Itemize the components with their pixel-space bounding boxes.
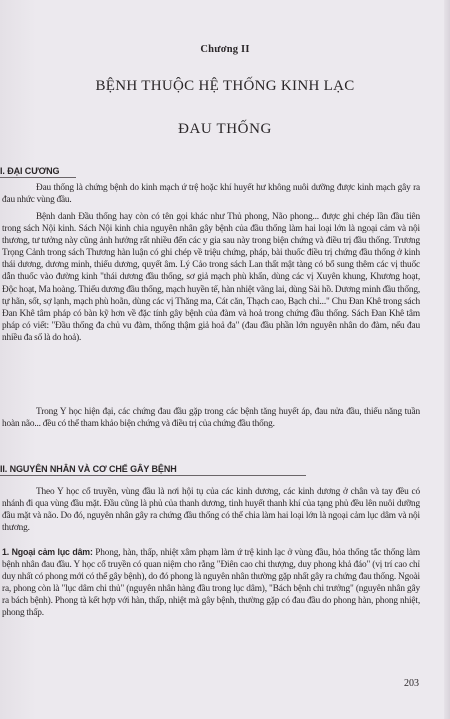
page-number: 203 xyxy=(404,678,419,689)
paragraph: Đau thống là chứng bệnh do kinh mạch ứ trệ hoặc khí huyết hư không nuôi dưỡng được kinh mạch gây ra đau nhức vùng đầu. xyxy=(2,183,420,206)
page-edge xyxy=(444,0,450,719)
chapter-title: BỆNH THUỘC HỆ THỐNG KINH LẠC xyxy=(95,78,355,94)
paragraph: Theo Y học cổ truyền, vùng đầu là nơi hội tụ của các kinh dương, các kinh dương ở chân và tay đều có nhánh đi qua vùng đầu mặt. Đầu cũng là phủ của thanh dương, tinh huyết thanh khí của tạng phủ đều lên nuôi dưỡng đầu mặt và não. Do đó, nguyên nhân gây ra chứng đầu thống có thể chia làm hai loại lớn là ngoại cảm lục dâm và nội thương. xyxy=(2,487,420,534)
chapter-label: Chương II xyxy=(200,44,250,55)
section-heading-overview: I. ĐẠI CƯƠNG xyxy=(0,166,76,178)
section-heading-causes: II. NGUYÊN NHÂN VÀ CƠ CHẾ GÂY BỆNH xyxy=(0,464,306,476)
subheading-external-causes: 1. Ngoại cảm lục dâm: xyxy=(2,547,93,557)
paragraph-external-causes xyxy=(2,546,420,620)
section-title: ĐAU THỐNG xyxy=(178,121,272,137)
paragraph: Trong Y học hiện đại, các chứng đau đầu gặp trong các bệnh tăng huyết áp, đau nửa đầu, thiểu năng tuần hoàn não... đều có thể tham khảo biện chứng và điều trị của chứng đầu thống. xyxy=(2,407,420,430)
paragraph-text: Phong, hàn, thấp, nhiệt xâm phạm làm ứ trệ kinh lạc ở vùng đầu, hỏa thống tắc thống làm bệnh nhân đau đầu. Y học cổ truyền có quan niệm cho rằng "Điên cao chi thượng, duy phong khả đáo" (vị trí cao chỉ duy nhất có phong mới có thể gây bệnh), do đó phong là nguyên nhân thường gặp nhất gây ra chứng đau thống. Ngoài ra, phong còn là "lục dâm chi thủ" (nguyên nhân hàng đầu trong lục dâm), "Bách bệnh chi trưởng" (nguyên nhân gây ra bách bệnh). Phong tà kết hợp với hàn, thấp, nhiệt mà gây bệnh, thường gặp có đau đầu do phong hàn, phong nhiệt, phong thấp. xyxy=(2,548,420,619)
paragraph: Bệnh danh Đầu thống hay còn có tên gọi khác như Thủ phong, Não phong... được ghi chép lần đầu tiên trong sách Nội kinh. Sách Nội kinh chia nguyên nhân gây bệnh của đầu thống làm hai loại lớn là ngoại cảm và nội thương, tư tưởng này cũng ảnh hưởng rất nhiều đến các y gia sau này trong biện chứng và điều trị đầu thống. Trương Trọng Cảnh trong sách Thương hàn luận có ghi chép về triệu chứng, pháp, bài thuốc điều trị chứng đầu thống ở kinh thái dương, dương minh, thiếu dương, quyết âm. Lý Cảo trong sách Lan thất mật tàng có bổ sung thêm các vị thuốc dẫn thuốc vào đường kinh "thái dương đầu thống, sơ giả mạch phù khẩn, dùng các vị Xuyên khung, Khương hoạt, Độc hoạt, Ma hoàng. Thiếu dương đầu thống, mạch huyền tế, hàn nhiệt vãng lai, dùng Sài hồ. Dương minh đầu thống, tự hãn, sốt, sợ lạnh, mạch phù hoãn, dùng các vị Thăng ma, Cát căn, Thạch cao, Bạch chỉ..." Chu Đan Khê trong sách Đan Khê tâm pháp có bàn kỹ hơn về đặc tính gây bệnh của đàm và hoả trong chứng đầu thống. Sách Đan Khê tâm pháp có viết: "Đầu thống đa chủ vu đàm, thống thậm giả hoả đa" (đau đầu phần lớn nguyên nhân do đàm, nếu đau nhiều đa số là do hoả). xyxy=(2,212,420,343)
